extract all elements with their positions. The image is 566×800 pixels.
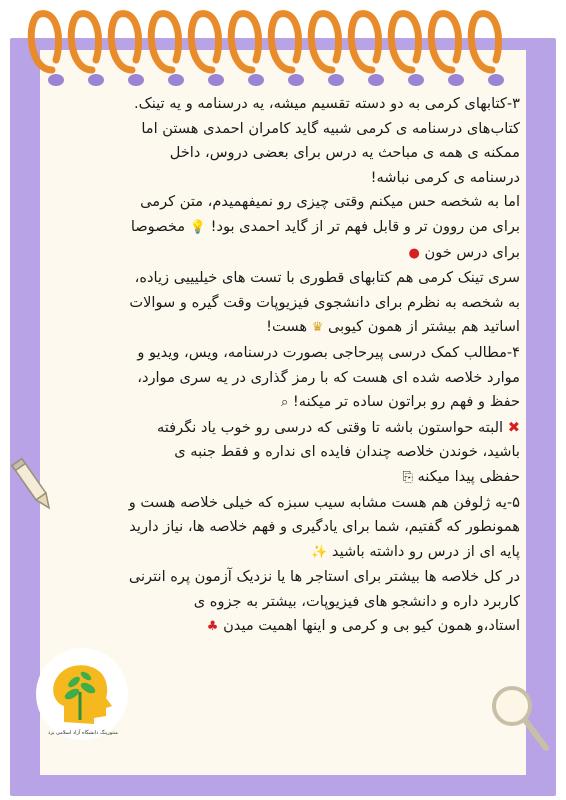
spiral-ring bbox=[191, 14, 218, 70]
logo-caption: منتورینگ دانشگاه آزاد اسلامی یزد bbox=[47, 730, 118, 736]
spiral-ring bbox=[311, 14, 338, 70]
spiral-ring bbox=[391, 14, 418, 70]
head-tree-icon bbox=[36, 648, 128, 740]
line-part: استاد،و همون کیو بی و کرمی و اینها اهمیت میدن bbox=[223, 617, 520, 635]
line: کتاب‌های درسنامه ی کرمی شبیه گاید کامران احمدی هستن اما bbox=[141, 119, 520, 137]
line: در کل خلاصه ها بیشتر برای استاجر ها یا نزدیک آزمون پره انترنی bbox=[128, 568, 520, 586]
line bbox=[50, 614, 520, 640]
bulb-icon: 💡 bbox=[189, 219, 206, 235]
line: باشید، خوندن خلاصه چندان فایده ای نداره و فقط جنبه ی bbox=[174, 443, 520, 461]
spiral-ring bbox=[431, 14, 458, 70]
line bbox=[50, 416, 520, 441]
line: ۳-کتابهای کرمی به دو دسته تقسیم میشه، یه درسنامه و یه تینک. bbox=[134, 95, 520, 112]
blood-drop-icon: ● bbox=[408, 245, 420, 261]
line: سری تینک کرمی هم کتابهای قطوری با تست های خیلیییی زیاده، bbox=[134, 269, 520, 287]
spiral-ring bbox=[471, 14, 498, 70]
spiral-ring bbox=[151, 14, 178, 70]
sparkles-icon: ✨ bbox=[311, 544, 328, 560]
spiral-ring bbox=[351, 14, 378, 70]
line: ۴-مطالب کمک درسی پیرحاجی بصورت درسنامه، ویس، ویدیو و bbox=[137, 343, 520, 361]
cross-icon: ✖ bbox=[507, 418, 520, 436]
line bbox=[50, 241, 520, 267]
line: ۵-یه ژلوفن هم هست مشابه سیب سبزه که خیلی خلاصه هست و bbox=[128, 493, 520, 511]
line: کاربرد داره و دانشجو های فیزیوپات، بیشتر به جزوه ی bbox=[193, 592, 520, 610]
spiral-ring bbox=[271, 14, 298, 70]
spiral-binding bbox=[0, 0, 566, 100]
line-part: حفظ و فهم رو براتون ساده تر میکنه! bbox=[292, 393, 520, 411]
line bbox=[50, 215, 520, 241]
line: درسنامه ی کرمی نباشه! bbox=[370, 168, 520, 186]
magnifier-decoration-icon bbox=[486, 680, 552, 754]
line bbox=[50, 465, 520, 491]
mushroom-icon: ♣ bbox=[206, 619, 219, 635]
paperclip-icon: ⎘ bbox=[402, 469, 413, 485]
line bbox=[50, 540, 520, 566]
article-body bbox=[50, 92, 520, 640]
line: همونطور که گفتیم، شما برای یادگیری و فهم خلاصه ها، نیاز دارید bbox=[129, 518, 520, 536]
line-part: اساتید هم بیشتر از همون کیوبی bbox=[327, 318, 520, 336]
line: موارد خلاصه شده ای هست که با رمز گذاری در یه سری موارد، bbox=[137, 368, 520, 386]
line: به شخصه به نظرم برای دانشجوی فیزیوپات وقت گیره و سوالات bbox=[129, 293, 520, 311]
line bbox=[50, 390, 520, 416]
line-part: هست! bbox=[266, 318, 308, 336]
line-part: حفظی پیدا میکنه bbox=[417, 467, 520, 485]
line-part: البته حواستون باشه تا وقتی که درسی رو خوب یاد نگرفته bbox=[156, 418, 504, 436]
line-part: برای من روون تر و قابل فهم تر از گاید احمدی بود! bbox=[210, 217, 520, 235]
line bbox=[50, 315, 520, 341]
pencil-icon bbox=[10, 455, 56, 515]
spiral-ring bbox=[71, 14, 98, 70]
spiral-ring bbox=[231, 14, 258, 70]
spiral-ring bbox=[111, 14, 138, 70]
line: اما به شخصه حس میکنم وقتی چیزی رو نمیفهمیدم، متن کرمی bbox=[140, 193, 520, 211]
line-part: مخصوصا bbox=[130, 217, 186, 235]
mentoring-logo bbox=[36, 648, 128, 740]
line-part: پایه ای از درس رو داشته باشید bbox=[331, 542, 520, 560]
magnifier-icon: ⌕ bbox=[281, 395, 289, 411]
line-part: برای درس خون bbox=[424, 243, 520, 261]
crown-icon: ♛ bbox=[311, 320, 324, 336]
line: ممکنه ی همه ی مباحث یه درس برای بعضی دروس، داخل bbox=[169, 144, 520, 162]
spiral-ring bbox=[31, 14, 58, 70]
